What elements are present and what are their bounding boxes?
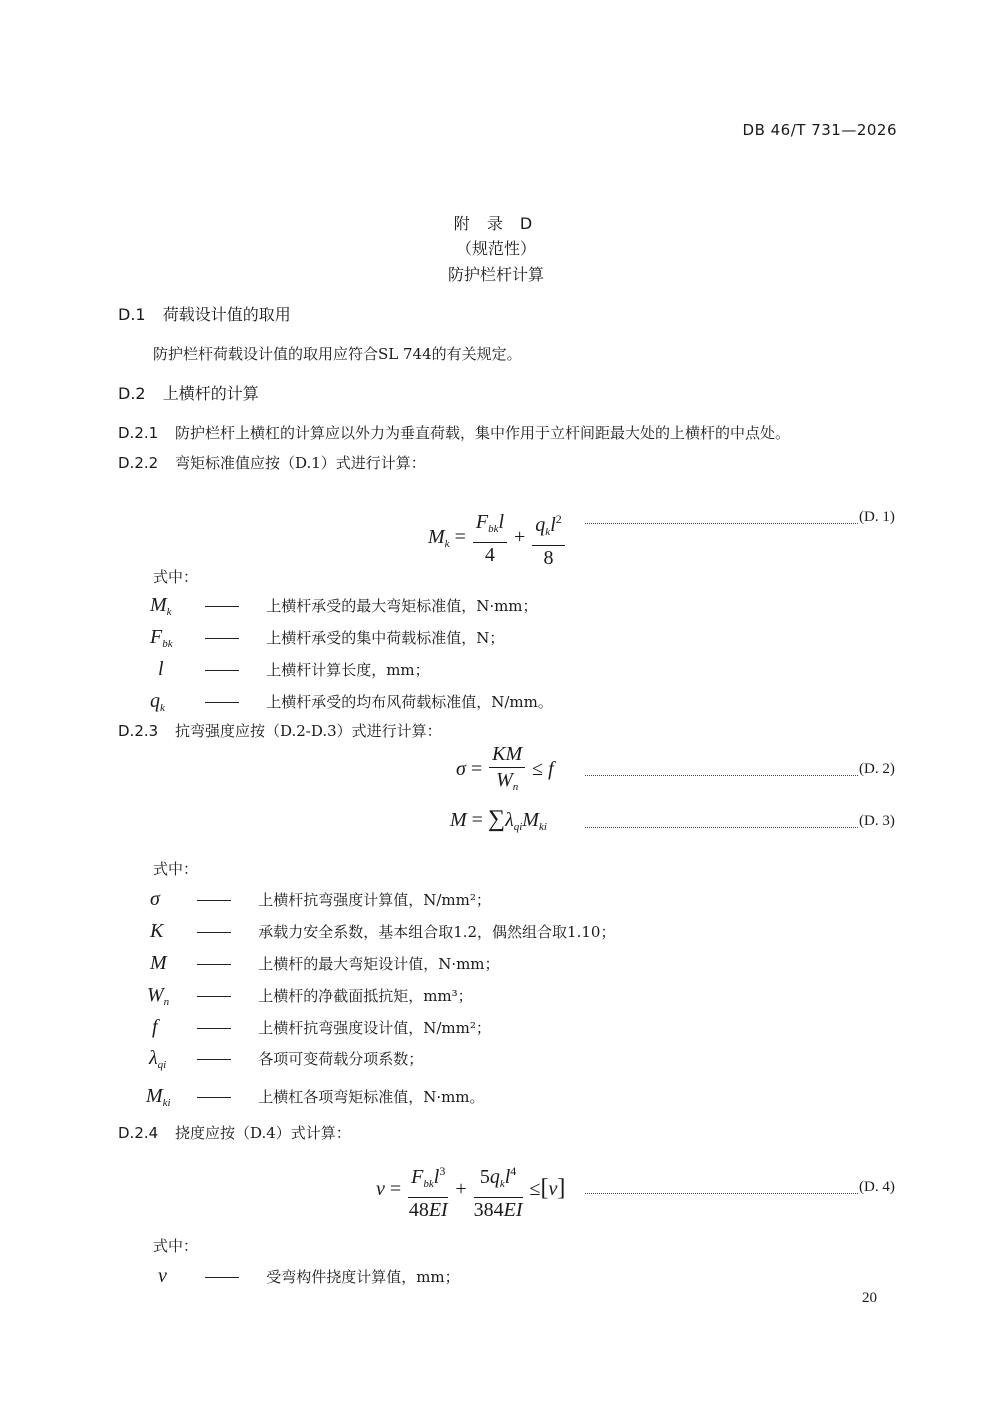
definition-row xyxy=(150,594,538,618)
dash xyxy=(197,900,231,901)
dash xyxy=(205,670,239,671)
leader-dots xyxy=(585,523,858,524)
definition-text: 上横杠各项弯矩标准值，N·mm。 xyxy=(258,1088,485,1106)
leader-dots xyxy=(585,775,858,776)
definition-text: 承载力安全系数，基本组合取1.2，偶然组合取1.10； xyxy=(258,923,616,941)
equation-d4: ν = $\frac{F_{bk}l^3}{48EI}$ + $\frac{5q_kl^4}{384EI}$ ≤[ν] xyxy=(376,1160,565,1221)
clause-d24 xyxy=(118,1122,351,1143)
symbol: $M_{ki}$ xyxy=(146,1085,171,1109)
where-label: 式中： xyxy=(153,568,199,586)
dash xyxy=(197,1059,231,1060)
symbol: σ xyxy=(150,888,160,910)
clause-d23 xyxy=(118,720,442,741)
symbol: $\lambda_{qi}$ xyxy=(149,1047,167,1071)
dash xyxy=(197,1097,231,1098)
definition-row xyxy=(147,984,473,1008)
definition-text: 上横杆承受的均布风荷载标准值，N/mm。 xyxy=(266,693,553,711)
definition-text: 上横杆承受的最大弯矩标准值，N·mm； xyxy=(266,597,538,615)
symbol: M xyxy=(150,952,167,974)
definition-row xyxy=(150,690,553,714)
clause-number: D.2.4 xyxy=(118,1124,159,1142)
definition-row xyxy=(150,658,430,681)
symbol: $W_n$ xyxy=(147,984,170,1008)
clause-number: D.2.1 xyxy=(118,424,159,442)
definition-row xyxy=(158,1265,460,1288)
symbol: $F_{bk}$ xyxy=(150,626,173,650)
section-title: 上横杆的计算 xyxy=(162,384,259,403)
page-number: 20 xyxy=(862,1290,877,1306)
dash xyxy=(197,964,231,965)
symbol: $M_k$ xyxy=(150,594,172,618)
definition-row xyxy=(149,1047,423,1071)
definition-text: 上横杆抗弯强度设计值，N/mm²； xyxy=(258,1019,491,1037)
definition-row xyxy=(150,920,615,943)
definition-row xyxy=(150,626,504,650)
section-title: 荷载设计值的取用 xyxy=(162,305,291,324)
definition-text: 上横杆承受的集中荷载标准值，N； xyxy=(266,629,505,647)
equation-d1: $M_k$ = $\frac{F_{bk}l}{4}$ + $\frac{q_kl^2}{8}$ xyxy=(428,508,567,569)
section-d1-body: 防护栏杆荷载设计值的取用应符合SL 744的有关规定。 xyxy=(153,345,522,363)
symbol: $q_k$ xyxy=(150,690,165,714)
appendix-type: （规范性） xyxy=(455,239,536,258)
clause-text: 挠度应按（D.4）式计算： xyxy=(174,1124,351,1142)
dash xyxy=(205,606,239,607)
definition-text: 上横杆抗弯强度计算值，N/mm²； xyxy=(258,891,491,909)
section-number: D.2 xyxy=(118,384,146,403)
clause-text: 抗弯强度应按（D.2-D.3）式进行计算： xyxy=(174,722,442,740)
appendix-title: 附 录 D xyxy=(453,214,539,233)
equation-number: (D. 1) xyxy=(859,509,895,525)
section-number: D.1 xyxy=(118,305,146,324)
dash xyxy=(205,1277,239,1278)
clause-text: 弯矩标准值应按（D.1）式进行计算： xyxy=(174,454,426,472)
leader-dots xyxy=(585,1193,858,1194)
dash xyxy=(197,1028,231,1029)
definition-text: 上横杆的净截面抵抗矩，mm³； xyxy=(258,987,473,1005)
definition-text: 上横杆计算长度，mm； xyxy=(266,661,430,679)
appendix-subject: 防护栏杆计算 xyxy=(447,265,544,284)
definition-text: 受弯构件挠度计算值，mm； xyxy=(266,1268,460,1286)
clause-number: D.2.2 xyxy=(118,454,159,472)
symbol: K xyxy=(150,920,164,942)
symbol: f xyxy=(152,1016,158,1038)
leader-dots xyxy=(585,827,858,828)
section-d1-heading xyxy=(118,302,291,325)
symbol: l xyxy=(158,658,164,680)
clause-number: D.2.3 xyxy=(118,722,159,740)
definition-row xyxy=(150,952,500,975)
equation-number: (D. 3) xyxy=(859,813,895,829)
definition-row xyxy=(146,1085,485,1109)
equation-number: (D. 2) xyxy=(859,761,895,777)
equation-number: (D. 4) xyxy=(859,1179,895,1195)
where-label: 式中： xyxy=(153,860,199,878)
definition-text: 上横杆的最大弯矩设计值，N·mm； xyxy=(258,955,500,973)
definition-row xyxy=(150,888,491,911)
symbol: ν xyxy=(158,1265,167,1287)
clause-d21 xyxy=(118,422,790,443)
definition-text: 各项可变荷载分项系数； xyxy=(258,1050,424,1068)
dash xyxy=(197,996,231,997)
clause-d22 xyxy=(118,452,426,473)
clause-text: 防护栏杆上横杠的计算应以外力为垂直荷载，集中作用于立杆间距最大处的上横杆的中点处。 xyxy=(174,424,790,442)
definition-row xyxy=(152,1016,491,1039)
dash xyxy=(205,638,239,639)
equation-d2: σ = $\frac{KM}{W_n}$ ≤ f xyxy=(456,743,554,793)
equation-d3: $M = \sum\lambda_{qi}M_{ki}$ xyxy=(450,806,547,833)
section-d2-heading xyxy=(118,381,259,404)
dash xyxy=(205,702,239,703)
where-label: 式中： xyxy=(153,1237,199,1255)
dash xyxy=(197,932,231,933)
document-code: DB 46/T 731—2026 xyxy=(742,121,897,139)
